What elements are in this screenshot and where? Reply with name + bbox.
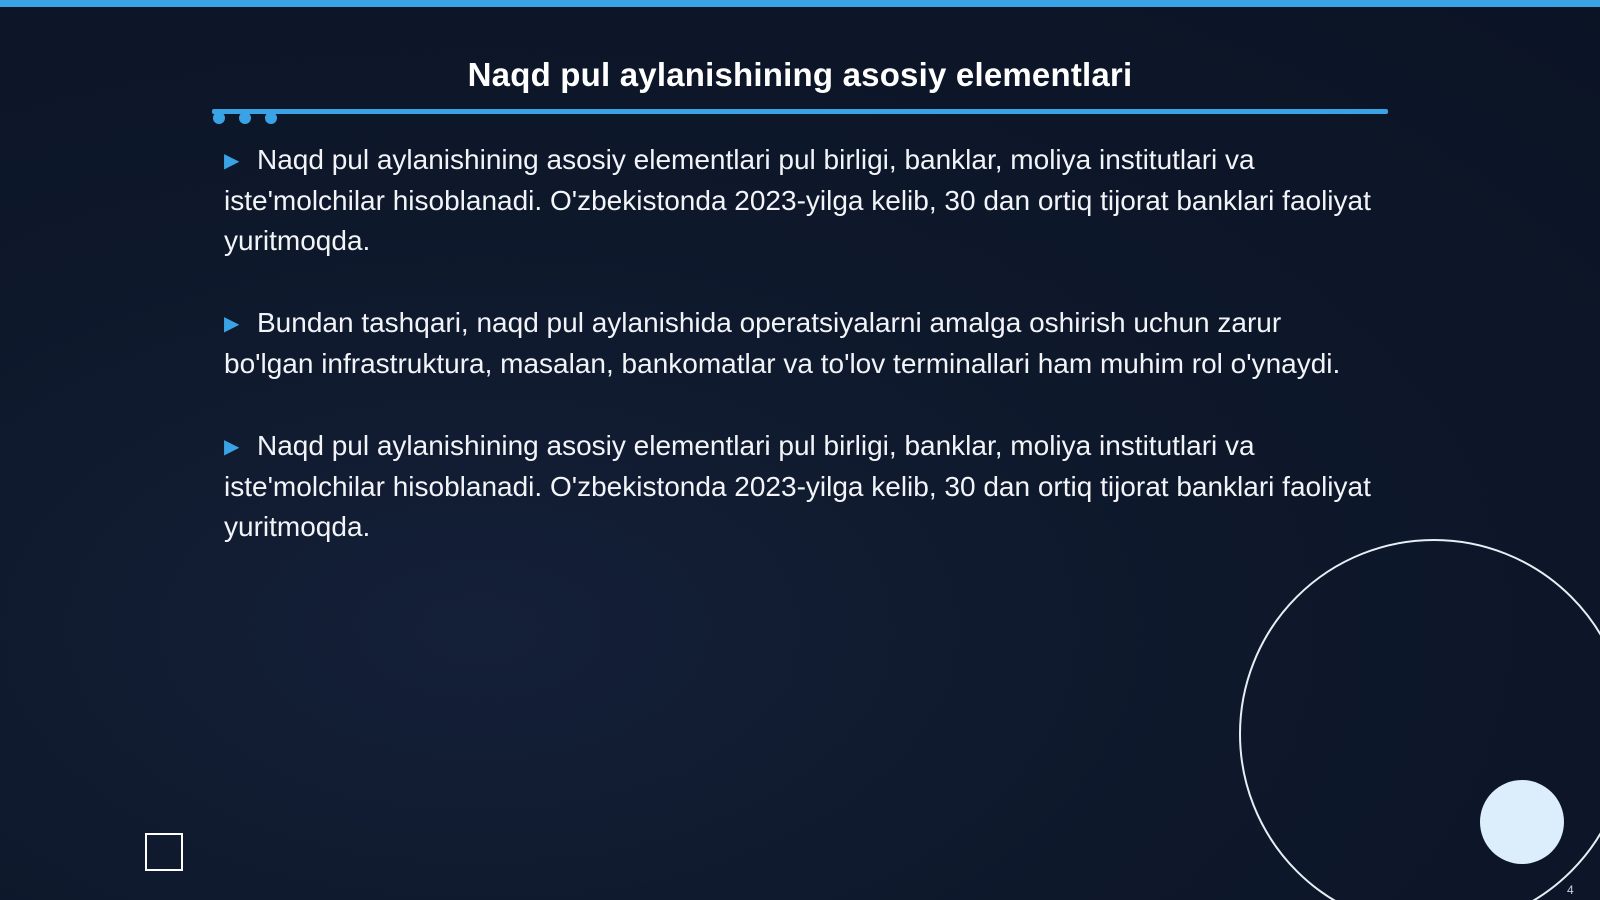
triangle-right-icon: ▶ xyxy=(224,436,240,458)
bullet-text: Naqd pul aylanishining asosiy elementlari pul birligi, banklar, moliya institutlari va iste'molchilar hisoblanadi. O'zbekistonda 2023-yilga kelib, 30 dan ortiq tijorat banklari faoliyat yuritmoqda. xyxy=(224,430,1371,542)
bullet-item xyxy=(224,303,1374,384)
decorative-circle-filled xyxy=(1480,780,1564,864)
top-accent-bar xyxy=(0,0,1600,7)
bullet-text: Naqd pul aylanishining asosiy elementlari pul birligi, banklar, moliya institutlari va iste'molchilar hisoblanadi. O'zbekistonda 2023-yilga kelib, 30 dan ortiq tijorat banklari faoliyat yuritmoqda. xyxy=(224,144,1371,256)
bullet-item xyxy=(224,426,1374,547)
slide-title: Naqd pul aylanishining asosiy elementlari xyxy=(467,56,1133,93)
decorative-square xyxy=(145,833,183,871)
bullet-list xyxy=(224,140,1374,589)
triangle-right-icon: ▶ xyxy=(224,150,240,172)
decorative-dot xyxy=(265,112,277,124)
title-underline xyxy=(212,109,1388,114)
page-number: 4 xyxy=(1567,883,1574,897)
bullet-item xyxy=(224,140,1374,261)
triangle-right-icon: ▶ xyxy=(224,313,240,335)
decorative-dot xyxy=(239,112,251,124)
decorative-dot xyxy=(213,112,225,124)
bullet-text: Bundan tashqari, naqd pul aylanishida operatsiyalarni amalga oshirish uchun zarur bo'lgan infrastruktura, masalan, bankomatlar va to'lov terminallari ham muhim rol o'ynaydi. xyxy=(224,307,1341,379)
